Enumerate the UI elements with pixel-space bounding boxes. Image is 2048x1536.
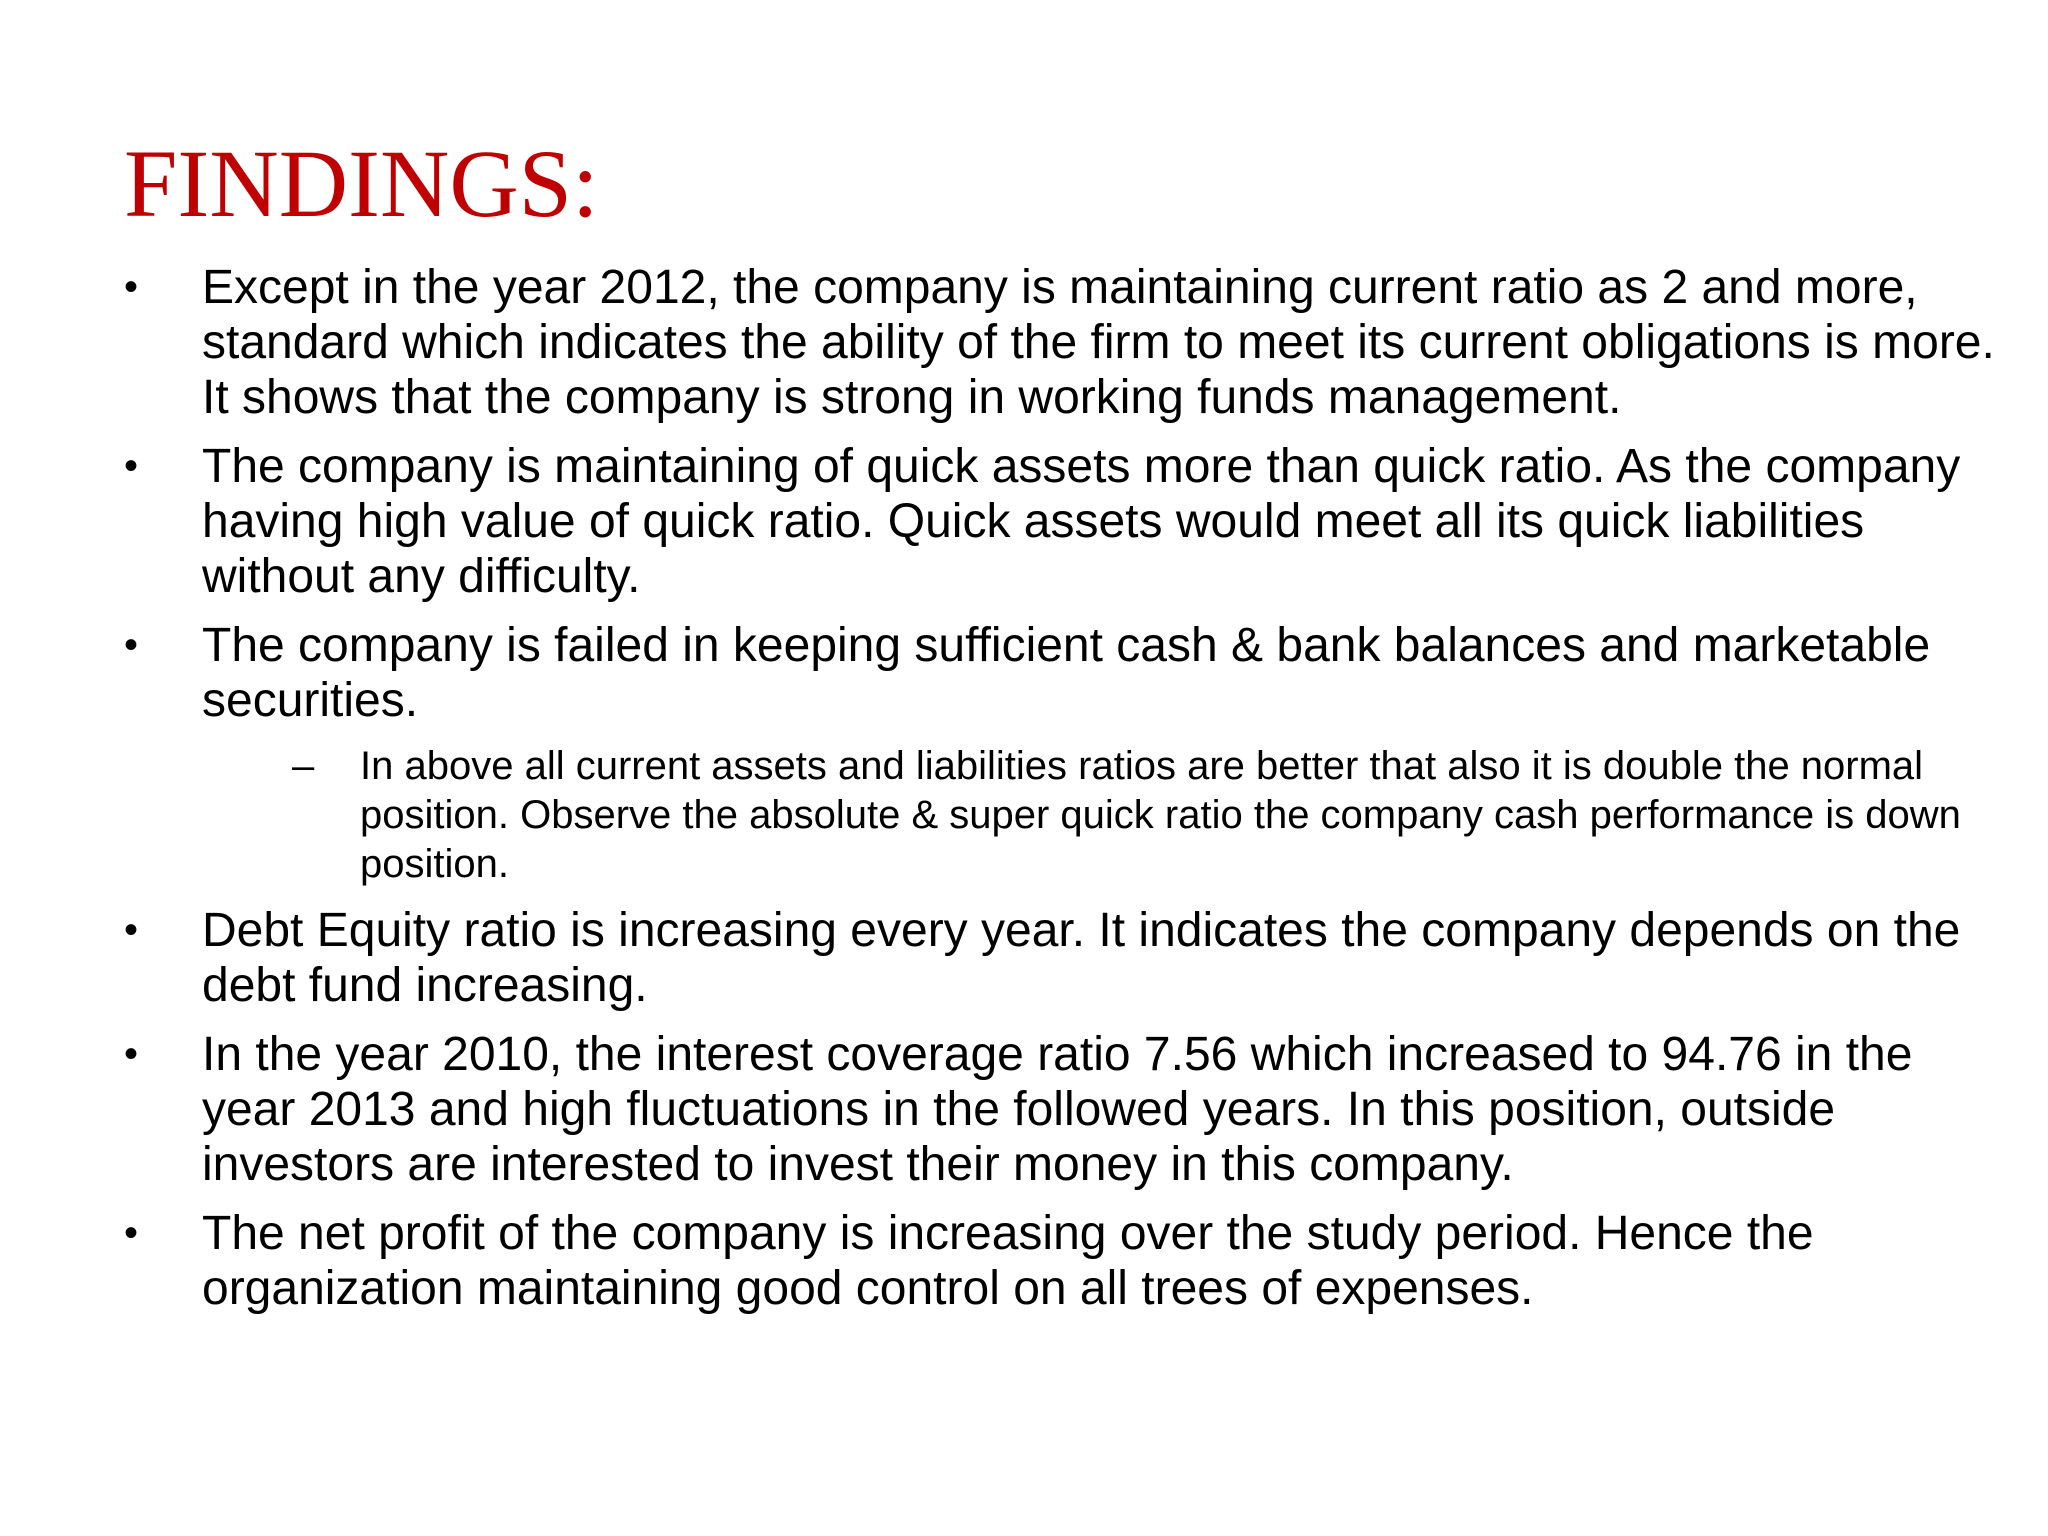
finding-text: Except in the year 2012, the company is maintaining current ratio as 2 and more, standard which indicates the ability of the firm to meet its current obligations is more. It shows that the company is strong in working funds management.: [202, 261, 1995, 424]
finding-item: [124, 439, 2004, 604]
bullet-marker: •: [124, 1211, 139, 1255]
finding-item: [124, 903, 2004, 1013]
dash-marker: –: [292, 744, 315, 788]
slide-title: FINDINGS:: [124, 130, 599, 237]
finding-item: [124, 1027, 2004, 1192]
finding-text: The company is failed in keeping sufficient cash & bank balances and marketable securities.: [202, 619, 1931, 727]
finding-text: The company is maintaining of quick assets more than quick ratio. As the company having high value of quick ratio. Quick assets would meet all its quick liabilities without any difficulty.: [202, 440, 1961, 603]
sub-finding-item: [292, 742, 2004, 889]
finding-text: In the year 2010, the interest coverage ratio 7.56 which increased to 94.76 in the year 2013 and high fluctuations in the followed years. In this position, outside investors are interested to invest their money in this company.: [202, 1028, 1913, 1191]
finding-item: [124, 618, 2004, 728]
sub-finding-text: In above all current assets and liabilities ratios are better that also it is double the normal position. Observe the absolute & super quick ratio the company cash performance is down position.: [360, 744, 1961, 886]
finding-text: The net profit of the company is increasing over the study period. Hence the organization maintaining good control on all trees of expenses.: [202, 1207, 1814, 1315]
bullet-marker: •: [124, 908, 139, 952]
bullet-marker: •: [124, 1032, 139, 1076]
bullet-marker: •: [124, 265, 139, 309]
finding-item: [124, 1206, 2004, 1316]
finding-text: Debt Equity ratio is increasing every year. It indicates the company depends on the debt fund increasing.: [202, 904, 1961, 1012]
findings-list: [124, 260, 2004, 1330]
finding-item: [124, 260, 2004, 425]
bullet-marker: •: [124, 623, 139, 667]
bullet-marker: •: [124, 444, 139, 488]
